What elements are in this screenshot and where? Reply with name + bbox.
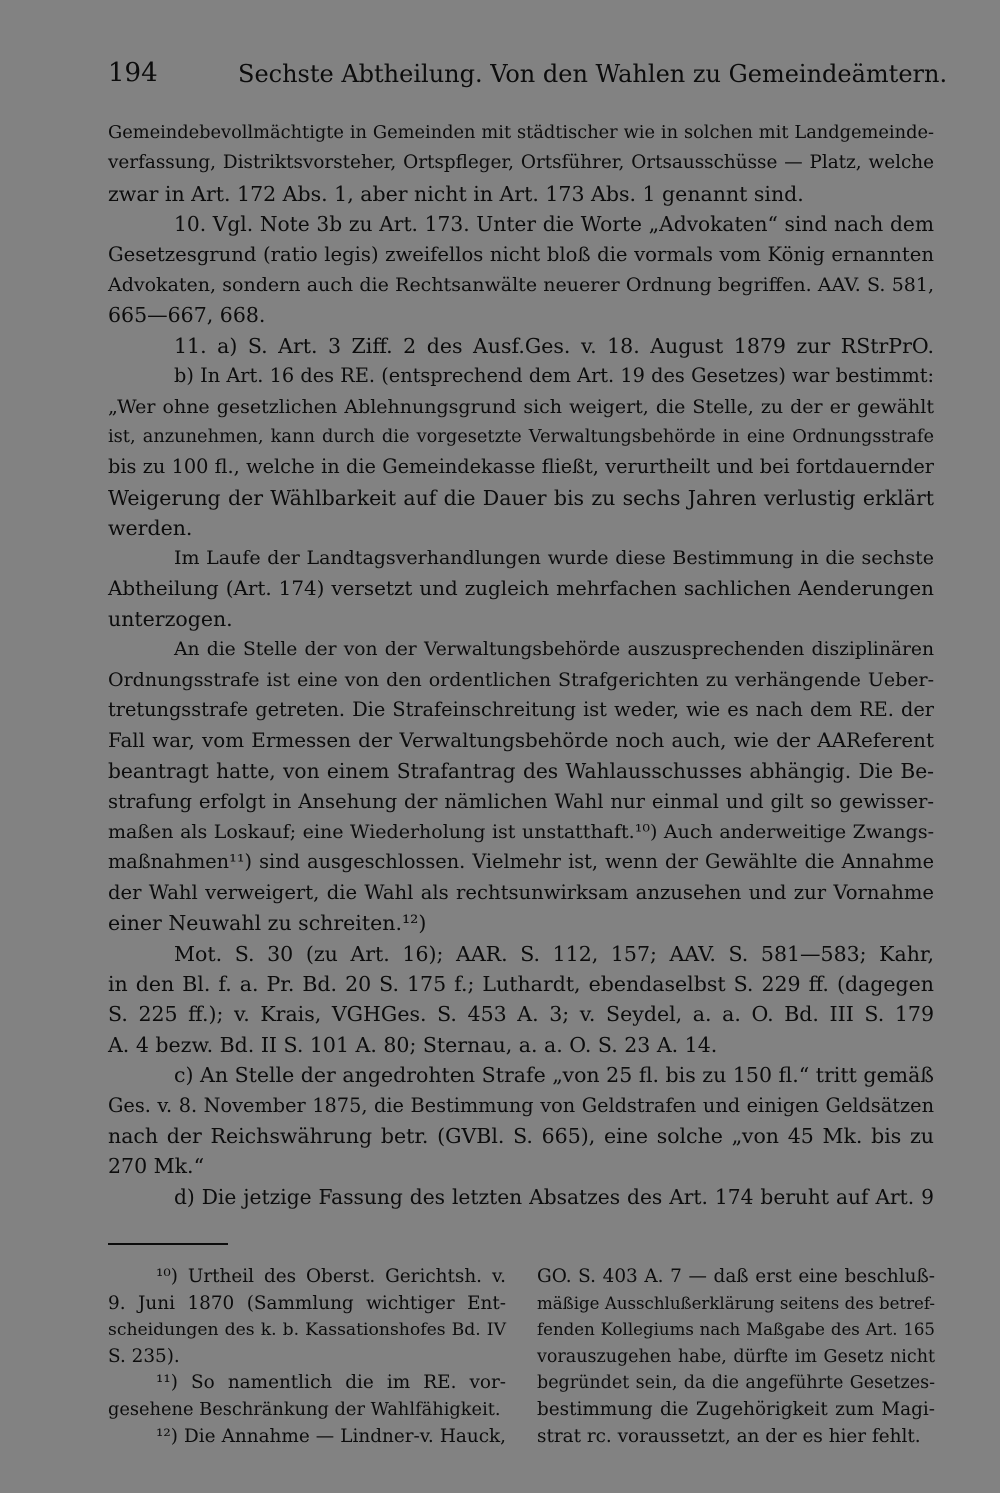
text-line: werden. — [108, 516, 193, 541]
text-line: Gesetzesgrund (ratio legis) zweifellos nicht bloß die vormals vom König ernannten — [108, 242, 934, 266]
text-line: Abtheilung (Art. 174) versetzt und zugleich mehrfachen sachlichen Aenderungen — [108, 576, 934, 600]
text-line: Advokaten, sondern auch die Rechtsanwälte neuerer Ordnung begriffen. AAV. S. 581, — [108, 273, 934, 296]
text-line: strafung erfolgt in Ansehung der nämlichen Wahl nur einmal und gilt so gewisser- — [108, 789, 934, 813]
footnote-line: ¹²) Die Annahme — Lindner-v. Hauck, — [156, 1425, 506, 1447]
footnote-line: vorauszugehen habe, dürfte im Gesetz nicht — [537, 1346, 935, 1367]
text-line: tretungsstrafe getreten. Die Strafeinschreitung ist weder, wie es nach dem RE. der — [108, 698, 934, 722]
text-line: maßnahmen¹¹) sind ausgeschlossen. Vielmehr ist, wenn der Gewählte die Annahme — [108, 850, 934, 874]
text-line: Weigerung der Wählbarkeit auf die Dauer bis zu sechs Jahren verlustig erklärt — [108, 485, 934, 510]
text-line: „Wer ohne gesetzlichen Ablehnungsgrund sich weigert, die Stelle, zu der er gewählt — [108, 395, 934, 418]
footnote-line: 9. Juni 1870 (Sammlung wichtiger Ent- — [108, 1292, 506, 1314]
running-head: Sechste Abtheilung. Von den Wahlen zu Gemeindeämtern. — [238, 60, 948, 88]
text-line: Im Laufe der Landtagsverhandlungen wurde diese Bestimmung in die sechste — [174, 547, 934, 570]
text-line: der Wahl verweigert, die Wahl als rechtsunwirksam anzusehen und zur Vornahme — [108, 880, 934, 904]
citation-line: S. 225 ff.); v. Krais, VGHGes. S. 453 A. 3; v. Seydel, a. a. O. Bd. III S. 179 — [108, 1002, 934, 1027]
text-line: Gemeindebevollmächtigte in Gemeinden mit städtischer wie in solchen mit Landgemeinde- — [108, 122, 934, 143]
footnote-line: bestimmung die Zugehörigkeit zum Magi- — [537, 1398, 935, 1420]
page-number: 194 — [108, 58, 158, 88]
footnote-line: GO. S. 403 A. 7 — daß erst eine beschluß- — [537, 1266, 935, 1287]
text-line: maßen als Loskauf; eine Wiederholung ist unstatthaft.¹⁰) Auch anderweitige Zwangs- — [108, 820, 934, 843]
text-line: nach der Reichswährung betr. (GVBl. S. 665), eine solche „von 45 Mk. bis zu — [108, 1123, 934, 1148]
footnote-line: ¹⁰) Urtheil des Oberst. Gerichtsh. v. — [156, 1266, 506, 1287]
footnote-line: strat rc. voraussetzt, an der es hier fehlt. — [537, 1425, 921, 1447]
text-line: 665—667, 668. — [108, 303, 266, 328]
text-line: Ges. v. 8. November 1875, die Bestimmung von Geldstrafen und einigen Geldsätzen — [108, 1093, 934, 1117]
text-line: zwar in Art. 172 Abs. 1, aber nicht in Art. 173 Abs. 1 genannt sind. — [108, 181, 804, 206]
page-header — [108, 58, 948, 92]
text-line: c) An Stelle der angedrohten Strafe „von 25 fl. bis zu 150 fl.“ tritt gemäß — [174, 1063, 934, 1088]
footnotes-right-column — [537, 1264, 935, 1450]
text-line: d) Die jetzige Fassung des letzten Absatzes des Art. 174 beruht auf Art. 9 — [174, 1184, 934, 1209]
footnotes-left-column — [108, 1264, 506, 1450]
text-line: ist, anzunehmen, kann durch die vorgesetzte Verwaltungsbehörde in eine Ordnungsstrafe — [108, 425, 934, 447]
text-line: bis zu 100 fl., welche in die Gemeindekasse fließt, verurtheilt und bei fortdauernder — [108, 455, 934, 479]
footnote-line: gesehene Beschränkung der Wahlfähigkeit. — [108, 1398, 501, 1420]
footnote-line: mäßige Ausschlußerklärung seitens des betref- — [537, 1293, 935, 1313]
text-line: Ordnungsstrafe ist eine von den ordentlichen Strafgerichten zu verhängende Ueber- — [108, 669, 934, 692]
text-line: Fall war, vom Ermessen der Verwaltungsbehörde noch auch, wie der AAReferent — [108, 728, 934, 752]
footnote-line: ¹¹) So namentlich die im RE. vor- — [156, 1372, 506, 1394]
footnote-line: scheidungen des k. b. Kassationshofes Bd. IV — [108, 1320, 506, 1341]
footnote-line: begründet sein, da die angeführte Gesetzes- — [537, 1373, 935, 1394]
citation-line: Mot. S. 30 (zu Art. 16); AAR. S. 112, 157; AAV. S. 581—583; Kahr, — [174, 941, 934, 966]
citation-line: A. 4 bezw. Bd. II S. 101 A. 80; Sternau, a. a. O. S. 23 A. 14. — [108, 1032, 718, 1057]
text-line: 270 Mk.“ — [108, 1154, 205, 1179]
text-line: unterzogen. — [108, 607, 233, 632]
text-line: einer Neuwahl zu schreiten.¹²) — [108, 911, 427, 936]
note-10-line: 10. Vgl. Note 3b zu Art. 173. Unter die Worte „Advokaten“ sind nach dem — [174, 212, 934, 237]
citation-line: in den Bl. f. a. Pr. Bd. 20 S. 175 f.; Luthardt, ebendaselbst S. 229 ff. (dagegen — [108, 971, 934, 996]
footnote-line: S. 235). — [108, 1345, 180, 1367]
footnote-rule — [108, 1243, 228, 1245]
text-line: beantragt hatte, von einem Strafantrag des Wahlausschusses abhängig. Die Be- — [108, 759, 934, 784]
footnote-line: fenden Kollegiums nach Maßgabe des Art. 165 — [537, 1320, 935, 1340]
text-line: verfassung, Distriktsvorsteher, Ortspfleger, Ortsführer, Ortsausschüsse — Platz, welche — [108, 152, 934, 174]
text-line: b) In Art. 16 des RE. (entsprechend dem Art. 19 des Gesetzes) war bestimmt: — [174, 364, 934, 388]
note-11-line: 11. a) S. Art. 3 Ziff. 2 des Ausf.Ges. v. 18. August 1879 zur RStrPrO. — [174, 333, 934, 358]
main-text — [108, 118, 934, 1212]
text-line: An die Stelle der von der Verwaltungsbehörde auszusprechenden disziplinären — [174, 638, 934, 660]
